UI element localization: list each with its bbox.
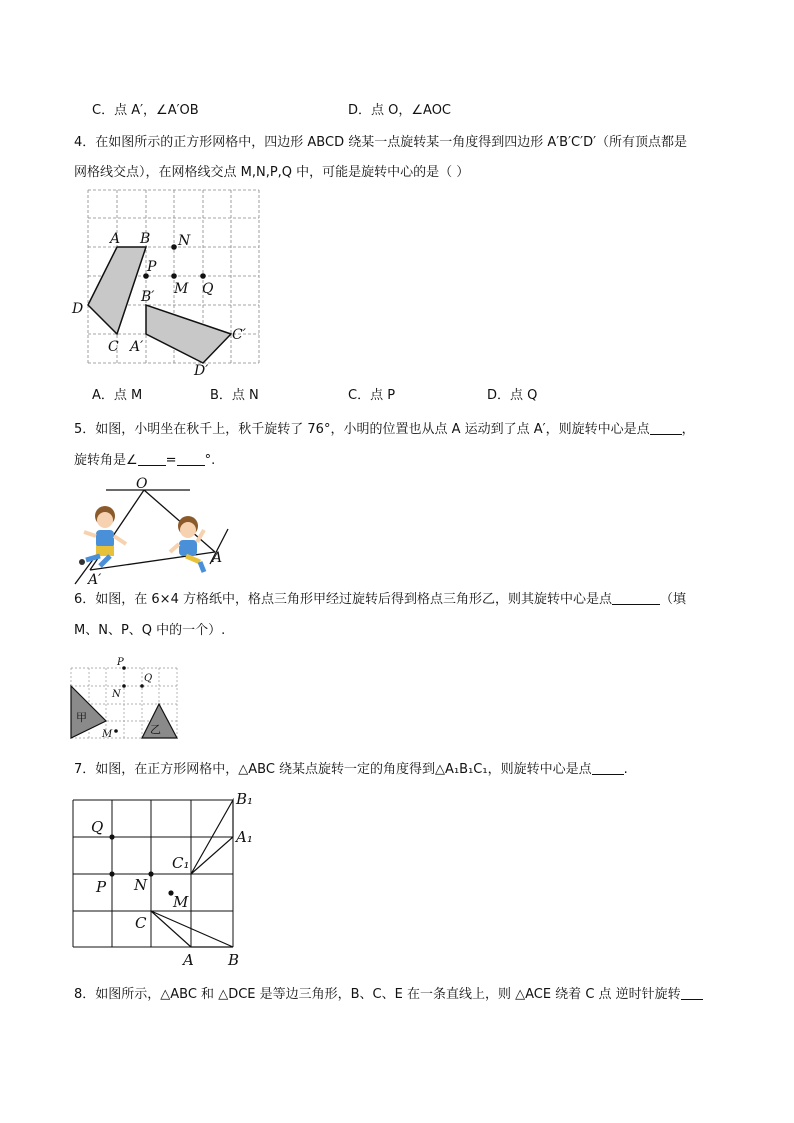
q4-stem-line1: 4．在如图所示的正方形网格中，四边形 ABCD 绕某一点旋转某一角度得到四边形 A′B′C′D′（所有顶点都是 [74, 135, 688, 150]
q8-blank-angle[interactable] [681, 985, 703, 1000]
q4-option-a: A．点 M [92, 388, 143, 403]
q7-blank-center[interactable] [592, 760, 624, 775]
q5-blank-center[interactable] [650, 420, 682, 435]
svg-text:B′: B′ [141, 289, 155, 305]
svg-text:B₁: B₁ [236, 790, 254, 808]
boy-left-icon [79, 506, 126, 566]
quad-a1b1c1d1 [146, 305, 231, 363]
q5-swing-figure [70, 474, 240, 588]
svg-text:A: A [183, 951, 194, 969]
q7-stem: 7．如图，在正方形网格中，△ABC 绕某点旋转一定的角度得到△A₁B₁C₁，则旋转中心是点 . [74, 762, 628, 777]
svg-text:B: B [140, 231, 151, 247]
svg-text:P: P [117, 657, 124, 668]
svg-text:N: N [134, 876, 148, 894]
svg-text:Q: Q [202, 281, 214, 297]
q3-option-d: D．点 O，∠AOC [348, 103, 452, 118]
q6-figure [70, 655, 180, 740]
svg-text:D′: D′ [194, 363, 209, 379]
svg-text:C′: C′ [232, 327, 246, 343]
q5-stem-line1: 5．如图，小明坐在秋千上，秋千旋转了 76°，小明的位置也从点 A 运动到了点 A′，则旋转中心是点 ， [74, 422, 695, 437]
svg-text:O: O [136, 476, 148, 492]
svg-text:M: M [173, 893, 189, 911]
svg-text:D: D [72, 301, 84, 317]
svg-text:B: B [228, 951, 240, 969]
q4-option-b: B．点 N [210, 388, 259, 403]
svg-text:Q: Q [144, 673, 153, 684]
q4-stem-line2: 网格线交点），在网格线交点 M,N,P,Q 中，可能是旋转中心的是（ ） [74, 165, 470, 180]
svg-text:P: P [96, 878, 107, 896]
svg-text:A: A [212, 550, 223, 566]
q5-blank-degree[interactable] [177, 451, 205, 466]
svg-text:N: N [112, 689, 121, 700]
q5-stem-line2: 旋转角是∠ = °. [74, 453, 216, 468]
q3-option-c: C．点 A′，∠A′OB [92, 103, 199, 118]
q4-option-d: D．点 Q [487, 388, 538, 403]
q6-stem-line2: M、N、P、Q 中的一个）. [74, 623, 226, 638]
svg-text:M: M [102, 729, 113, 740]
svg-text:P: P [147, 259, 157, 275]
svg-text:A′: A′ [130, 339, 144, 355]
svg-text:A₁: A₁ [236, 828, 253, 846]
svg-text:Q: Q [91, 818, 104, 836]
svg-text:N: N [178, 233, 191, 249]
q5-blank-angle[interactable] [138, 451, 166, 466]
svg-text:C: C [135, 914, 147, 932]
svg-text:A: A [110, 231, 121, 247]
q4-option-c: C．点 P [348, 388, 396, 403]
svg-text:C₁: C₁ [172, 854, 190, 872]
svg-text:乙: 乙 [150, 723, 161, 736]
q6-stem-line1: 6．如图，在 6×4 方格纸中，格点三角形甲经过旋转后得到格点三角形乙，则其旋转中心是点 （填 [74, 592, 686, 607]
boy-right-icon [170, 516, 204, 572]
q4-figure [70, 185, 270, 380]
q7-figure [60, 790, 254, 970]
triangle-abc [151, 911, 233, 947]
svg-text:甲: 甲 [76, 711, 87, 724]
svg-text:M: M [174, 281, 189, 297]
q8-stem: 8．如图所示，△ABC 和 △DCE 是等边三角形，B、C、E 在一条直线上，则 △ACE 绕着 C 点 逆时针旋转 [74, 985, 703, 1005]
q6-blank-center[interactable] [612, 590, 660, 605]
svg-text:A′: A′ [88, 572, 102, 588]
svg-text:C: C [108, 339, 119, 355]
quad-abcd [88, 247, 146, 334]
